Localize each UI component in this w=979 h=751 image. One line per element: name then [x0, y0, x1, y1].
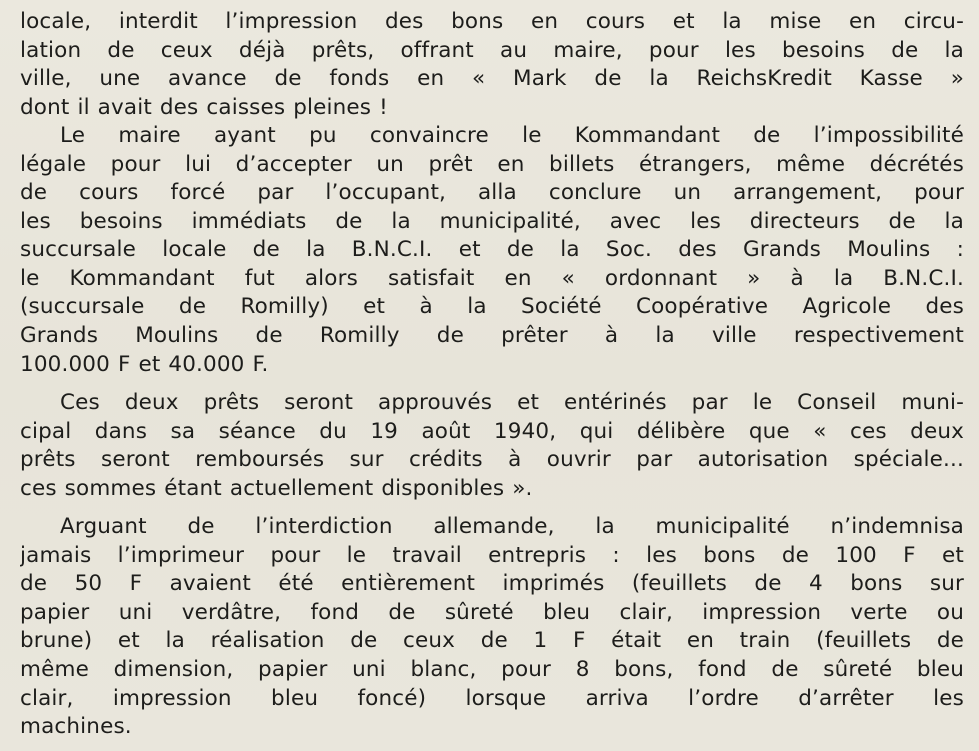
text-line: 100.000 F et 40.000 F.	[20, 351, 269, 377]
text-line: cipal dans sa séance du 19 août 1940, qui délibère que « ces deux	[20, 418, 964, 444]
text-line: succursale locale de la B.N.C.I. et de la Soc. des Grands Moulins :	[20, 237, 964, 263]
document-text	[20, 8, 964, 742]
text-line: prêts seront remboursés sur crédits à ouvrir par autorisation spéciale...	[20, 447, 964, 473]
text-line: ces sommes étant actuellement disponibles ».	[20, 475, 533, 501]
text-line: Le maire ayant pu convaincre le Kommandant de l’impossibilité	[60, 123, 964, 149]
text-line: Ces deux prêts seront approuvés et entérinés par le Conseil muni-	[60, 390, 964, 416]
text-line: papier uni verdâtre, fond de sûreté bleu clair, impression verte ou	[20, 599, 964, 625]
text-line: clair, impression bleu foncé) lorsque arriva l’ordre d’arrêter les	[20, 685, 964, 711]
paragraph-4	[20, 513, 964, 741]
text-line: de 50 F avaient été entièrement imprimés (feuillets de 4 bons sur	[20, 571, 964, 597]
paragraph-3	[20, 389, 964, 503]
text-line: ville, une avance de fonds en « Mark de la ReichsKredit Kasse »	[20, 66, 964, 92]
text-line: même dimension, papier uni blanc, pour 8 bons, fond de sûreté bleu	[20, 657, 964, 683]
text-line: machines.	[20, 714, 132, 740]
text-line: Arguant de l’interdiction allemande, la municipalité n’indemnisa	[60, 514, 964, 540]
text-line: lation de ceux déjà prêts, offrant au maire, pour les besoins de la	[20, 37, 964, 63]
paragraph-2	[20, 122, 964, 379]
text-line: Grands Moulins de Romilly de prêter à la ville respectivement	[20, 323, 964, 349]
text-line: les besoins immédiats de la municipalité, avec les directeurs de la	[20, 208, 964, 234]
text-line: jamais l’imprimeur pour le travail entrepris : les bons de 100 F et	[20, 542, 964, 568]
paragraph-1	[20, 8, 964, 122]
text-line: (succursale de Romilly) et à la Société Coopérative Agricole des	[20, 294, 964, 320]
text-line: brune) et la réalisation de ceux de 1 F était en train (feuillets de	[20, 628, 964, 654]
text-line: dont il avait des caisses pleines !	[20, 94, 388, 120]
text-line: le Kommandant fut alors satisfait en « ordonnant » à la B.N.C.I.	[20, 265, 964, 291]
text-line: légale pour lui d’accepter un prêt en billets étrangers, même décrétés	[20, 151, 964, 177]
text-line: locale, interdit l’impression des bons en cours et la mise en circu-	[20, 9, 964, 34]
text-line: de cours forcé par l’occupant, alla conclure un arrangement, pour	[20, 180, 964, 206]
